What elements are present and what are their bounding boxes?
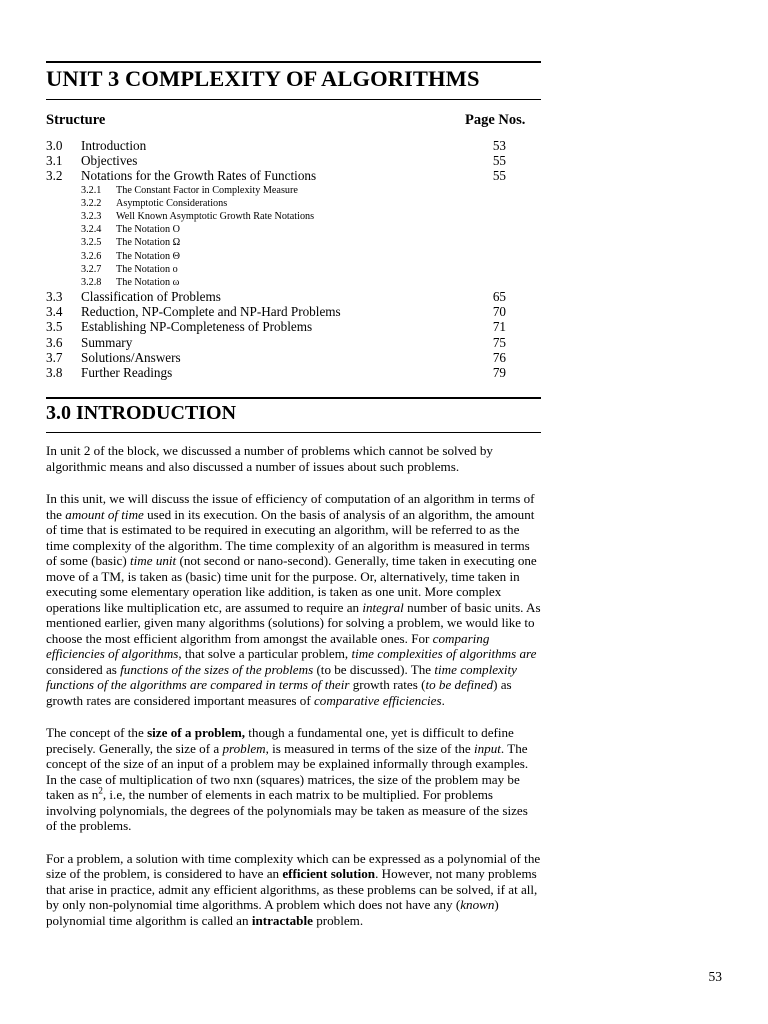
text-run: (not second or nano-second). Generally, time taken in executing one move of a TM, is taken as (basic) time unit for the purpose. Or, alternatively, time taken in executing some elementary operation like addition, is taken as one unit. More complex operations like multiplication etc, are assumed to require an [46, 553, 537, 615]
toc-page-number: 53 [492, 138, 506, 153]
italic-text: problem [222, 740, 266, 756]
toc-title: Introduction [81, 138, 147, 153]
toc-num: 3.5 [46, 319, 63, 335]
superscript: 2 [98, 785, 103, 796]
paragraph [46, 851, 541, 929]
text-run: The concept of the [46, 725, 148, 740]
text-run: used in its execution. On the basis of analysis of an algorithm, the amount of time that is estimated to be required in executing an algorithm, will be referred to as the time complexity of the algorithm. The time complexity of an algorithm is measured in terms of some (basic) [46, 506, 535, 568]
text-run: considered as [46, 661, 121, 677]
section-underline [46, 432, 541, 433]
text-run: , i.e, the number of elements in each matrix to be multiplied. For problems involving polynomials, the degrees of the polynomials may be taken as measure of the sizes of the problems. [46, 787, 528, 833]
toc-subentry [46, 250, 506, 263]
toc-num: 3.2.6 [81, 250, 102, 262]
toc-num: 3.2.2 [81, 197, 102, 209]
toc-num: 3.2.7 [81, 263, 102, 275]
text-run: . [441, 692, 445, 708]
toc-num: 3.2.3 [81, 210, 102, 222]
italic-text: comparative efficiencies [313, 692, 442, 708]
toc-entry [46, 168, 506, 183]
toc-page-number: 65 [492, 289, 506, 305]
toc-title: The Notation O [116, 224, 180, 236]
toc-page-number: 55 [492, 153, 506, 169]
toc-subentry [46, 184, 506, 197]
toc-page-number: 75 [492, 334, 506, 350]
toc-subentry [46, 223, 506, 236]
toc-page-number: 79 [492, 365, 506, 380]
toc-title: Classification of Problems [81, 289, 221, 305]
section-top-rule [46, 397, 541, 399]
toc-entry [46, 350, 506, 365]
paragraph [46, 491, 541, 708]
italic-text: functions of the sizes of the problems [120, 661, 314, 677]
paragraph [46, 443, 541, 474]
text-run: ) polynomial time algorithm is called an [46, 897, 499, 928]
bold-text: efficient solution [282, 866, 376, 881]
bold-text: size of a problem, [147, 725, 246, 740]
text-run: In this unit, we will discuss the issue of efficiency of computation of an algorithm in terms of the [46, 491, 535, 522]
toc-num: 3.2 [46, 168, 63, 184]
toc-subentry [46, 210, 506, 223]
toc-title: Solutions/Answers [81, 349, 181, 365]
toc-title: Well Known Asymptotic Growth Rate Notations [116, 210, 315, 222]
toc-num: 3.2.4 [81, 224, 102, 236]
toc-num: 3.2.1 [81, 184, 102, 196]
toc-subentry [46, 276, 506, 289]
top-rule [46, 61, 541, 63]
italic-text: to be defined [425, 677, 494, 692]
text-run: ) as growth rates are considered important measures of [46, 677, 512, 708]
toc-page-number: 71 [492, 319, 506, 335]
page-nos-label: Page Nos. [465, 112, 526, 128]
toc-num: 3.6 [46, 334, 63, 350]
toc-title: Notations for the Growth Rates of Functions [81, 168, 317, 184]
toc-title: Summary [81, 334, 133, 350]
italic-text: time complexities of algorithms are [351, 646, 537, 661]
text-run: In unit 2 of the block, we discussed a number of problems which cannot be solved by algorithmic means and also discussed a number of issues about such problems. [46, 443, 493, 474]
italic-text: known [460, 897, 495, 912]
toc-entry [46, 319, 506, 334]
title-underline [46, 99, 541, 100]
italic-text: integral [362, 599, 404, 615]
text-run: . However, not many problems that arise in practice, admit any efficient algorithms, as these problems can be solved, if at all, by only non-polynomial time algorithms. A problem which does not have any ( [46, 866, 538, 912]
toc-page-number: 76 [492, 349, 506, 365]
text-run: problem. [312, 912, 364, 928]
toc-title: Reduction, NP-Complete and NP-Hard Problems [81, 304, 341, 320]
italic-text: time complexity functions of the algorithms are compared in terms of their [46, 661, 517, 692]
italic-text: input [473, 740, 501, 756]
toc-num: 3.0 [46, 138, 63, 153]
text-run: growth rates ( [349, 677, 426, 692]
toc-subentry [46, 197, 506, 210]
paragraph [46, 725, 541, 834]
toc-title: Objectives [81, 153, 138, 169]
italic-text: time unit [130, 553, 177, 568]
toc-subentry [46, 263, 506, 276]
text-run: . The concept of the size of an input of a problem may be explained informally through examples. In the case of multiplication of two nxn (squares) matrices, the size of the problem may be taken as n [46, 740, 529, 802]
toc-subentry [46, 236, 506, 249]
toc-title: The Notation Θ [116, 250, 180, 262]
toc-entry [46, 138, 506, 153]
toc-page-number: 55 [492, 168, 506, 184]
toc-entry [46, 365, 506, 380]
toc-title: Further Readings [81, 365, 173, 380]
text-run: For a problem, a solution with time complexity which can be expressed as a polynomial of the size of the problem, is considered to have an [46, 850, 541, 881]
toc-entry [46, 289, 506, 304]
page-number: 53 [708, 969, 722, 984]
toc-num: 3.2.5 [81, 237, 102, 249]
toc-title: The Notation ω [116, 276, 180, 288]
toc-num: 3.4 [46, 304, 63, 320]
toc-title: Establishing NP-Completeness of Problems [81, 319, 313, 335]
text-run: though a fundamental one, yet is difficult to define precisely. Generally, the size of a [46, 725, 514, 756]
text-run: , is measured in terms of the size of the [265, 740, 474, 756]
toc-page-number: 70 [492, 304, 506, 320]
toc-entry [46, 304, 506, 319]
text-run: (to be discussed). The [313, 661, 435, 677]
italic-text: amount of time [65, 506, 144, 522]
italic-text: comparing efficiencies of algorithms [46, 630, 490, 661]
toc-title: The Constant Factor in Complexity Measure [116, 184, 298, 196]
toc-title: The Notation Ω [116, 237, 181, 249]
toc-title: Asymptotic Considerations [116, 197, 228, 209]
toc-num: 3.2.8 [81, 276, 102, 288]
structure-label: Structure [46, 112, 106, 128]
table-of-contents [46, 138, 506, 380]
toc-entry [46, 335, 506, 350]
introduction-body [46, 443, 541, 945]
toc-entry [46, 153, 506, 168]
section-heading: 3.0 INTRODUCTION [46, 402, 237, 424]
toc-num: 3.1 [46, 153, 63, 169]
text-run: number of basic units. As mentioned earlier, given many algorithms (solutions) for solving a problem, we would like to choose the most efficient algorithm from amongst the available ones. For [46, 599, 541, 646]
toc-title: The Notation o [116, 263, 178, 275]
toc-num: 3.8 [46, 365, 63, 380]
unit-title: UNIT 3 COMPLEXITY OF ALGORITHMS [46, 66, 480, 91]
text-run: , that solve a particular problem, [178, 646, 352, 661]
toc-num: 3.7 [46, 349, 63, 365]
bold-text: intractable [251, 912, 313, 928]
toc-num: 3.3 [46, 289, 63, 305]
